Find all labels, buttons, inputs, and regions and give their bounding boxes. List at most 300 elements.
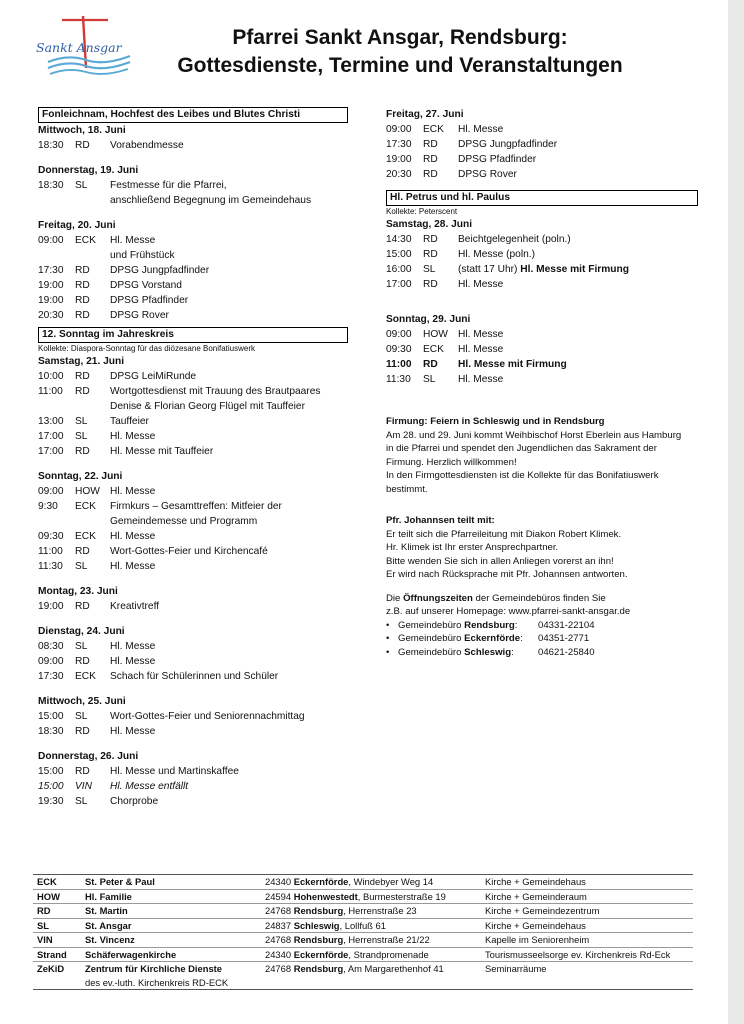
schedule-row: [38, 654, 358, 669]
place-code: VIN: [75, 781, 92, 792]
location-code: Strand: [37, 948, 67, 960]
office-town: Schleswig: [464, 646, 512, 658]
location-name-line: Zentrum für Kirchliche Dienste: [85, 963, 223, 974]
time: 17:00: [38, 431, 64, 442]
location-row: [33, 947, 693, 962]
place-code: RD: [423, 279, 438, 290]
title-line-1: Pfarrei Sankt Ansgar, Rendsburg:: [232, 26, 568, 49]
place-code: ECK: [423, 344, 444, 355]
time: 09:00: [38, 656, 64, 667]
time: 11:00: [386, 359, 412, 370]
day-heading: Donnerstag, 26. Juni: [38, 751, 139, 762]
location-name-line: St. Peter & Paul: [85, 876, 155, 887]
place-code: RD: [75, 371, 90, 382]
day-heading: Freitag, 27. Juni: [386, 109, 464, 120]
location-code: RD: [37, 905, 51, 916]
place-code: RD: [75, 726, 90, 737]
location-code: ZeKiD: [37, 963, 65, 974]
schedule-row: [38, 444, 358, 459]
place-code: RD: [75, 265, 90, 276]
schedule-row: [386, 167, 706, 182]
event-description: Hl. Messe mit Firmung: [458, 359, 567, 370]
office-prefix: Gemeindebüro: [398, 646, 465, 658]
schedule-row: [38, 414, 358, 429]
schedule-row: [38, 193, 358, 208]
event-description: Beichtgelegenheit (poln.): [458, 234, 571, 245]
location-row: [33, 904, 693, 919]
postal-code: 24594: [265, 890, 294, 902]
street: , Am Margarethenhof 41: [343, 963, 444, 974]
office-name: [398, 619, 538, 633]
event-description: Wort-Gottes-Feier und Kirchencafé: [110, 546, 268, 557]
schedule-row: [386, 122, 706, 137]
schedule-row: [38, 724, 358, 739]
place-code: RD: [423, 169, 438, 180]
time: 16:00: [386, 264, 412, 275]
left-column: [38, 107, 358, 809]
street: , Windebyer Weg 14: [348, 876, 434, 887]
schedule-row: [38, 293, 358, 308]
postal-code: 24340: [265, 876, 294, 887]
event-description: Hl. Messe: [458, 279, 504, 290]
time: 18:30: [38, 726, 64, 737]
pfarrer-notice: [386, 514, 706, 582]
location-use: Kirche + Gemeindehaus: [485, 919, 586, 931]
day-block: [386, 312, 706, 387]
location-name-line: Hl. Familie: [85, 890, 132, 902]
postal-code: 24768: [265, 934, 294, 945]
place-code: HOW: [75, 486, 100, 497]
schedule-row: [38, 484, 358, 499]
schedule-row: [386, 327, 706, 342]
place-code: SL: [75, 416, 88, 427]
day-heading: Sonntag, 29. Juni: [386, 314, 471, 325]
time: 19:00: [38, 280, 64, 291]
event-description: Chorprobe: [110, 796, 159, 807]
place-code: ECK: [423, 124, 444, 135]
place-code: SL: [75, 641, 88, 652]
location-row: [33, 933, 693, 948]
location-use: Tourismusseelsorge ev. Kirchenkreis Rd-Eck: [485, 948, 671, 960]
location-name: [85, 875, 265, 890]
section-heading-fronleichnam: Fonleichnam, Hochfest des Leibes und Blutes Christi: [38, 107, 348, 123]
office-phone: 04331-22104: [538, 619, 595, 631]
schedule-row: [386, 342, 706, 357]
place-code: RD: [423, 234, 438, 245]
street: , Herrenstraße 21/22: [343, 934, 430, 945]
event-description: Hl. Messe: [110, 726, 156, 737]
time: 11:00: [38, 546, 63, 557]
schedule-row: [38, 369, 358, 384]
location-code: ECK: [37, 876, 57, 887]
office-town: Eckernförde: [464, 633, 521, 644]
event-description: Hl. Messe: [110, 235, 156, 246]
location-name: [85, 918, 265, 933]
location-use: Kirche + Gemeinderaum: [485, 890, 587, 902]
time: 17:00: [38, 446, 64, 457]
firmung-line: in die Pfarrei und spendet den Jugendlichen das Sakrament der: [386, 443, 657, 454]
pfarrer-line: Er wird nach Rücksprache mit Pfr. Johannsen antworten.: [386, 569, 628, 580]
time: 11:30: [386, 374, 411, 385]
time: 18:30: [38, 180, 64, 191]
time: [38, 399, 75, 414]
office-item: [386, 646, 706, 660]
location-address: [265, 918, 485, 933]
office-phone: 04351-2771: [538, 633, 590, 644]
day-heading: Donnerstag, 19. Juni: [38, 165, 139, 176]
time: 17:30: [386, 139, 412, 150]
place-code: ECK: [75, 671, 96, 682]
bullet: •: [386, 619, 390, 631]
city: Rendsburg: [293, 934, 344, 945]
office-colon: :: [511, 646, 514, 658]
city: Eckernförde: [293, 876, 349, 887]
city: Rendsburg: [293, 905, 344, 916]
event-description: Hl. Messe: [110, 431, 156, 442]
location-use: Kapelle im Seniorenheim: [485, 934, 590, 945]
place-code: SL: [423, 374, 436, 385]
city: Eckernförde: [293, 948, 349, 960]
office-colon: :: [520, 633, 523, 644]
office-hours: [386, 592, 706, 660]
office-prefix: Gemeindebüro: [398, 633, 465, 644]
time: 09:00: [386, 329, 412, 340]
event-description: Hl. Messe: [110, 531, 156, 542]
event-description: DPSG Jungpfadfinder: [110, 265, 210, 276]
time: 09:30: [386, 344, 412, 355]
schedule-row: [38, 233, 358, 248]
event-description: DPSG Pfadfinder: [458, 154, 537, 165]
schedule-row: [386, 372, 706, 387]
location-address: [265, 875, 485, 890]
office-intro-pre: Die: [386, 592, 404, 604]
time: 15:00: [38, 766, 64, 777]
event-description: DPSG LeiMiRunde: [110, 371, 197, 382]
event-description: DPSG Pfadfinder: [110, 295, 189, 306]
place-code: RD: [75, 546, 90, 557]
event-description: Hl. Messe: [110, 486, 156, 497]
firmung-title: Firmung: Feiern in Schleswig und in Rendsburg: [386, 416, 605, 427]
time: 20:30: [386, 169, 412, 180]
location-name: [85, 889, 265, 904]
firmung-line: Am 28. und 29. Juni kommt Weihbischof Horst Eberlein aus Hamburg: [386, 429, 682, 441]
event-description: Hl. Messe entfällt: [110, 781, 189, 792]
event-description: Hl. Messe: [458, 329, 504, 340]
event-description: anschließend Begegnung im Gemeindehaus: [110, 195, 312, 206]
pfarrer-title: Pfr. Johannsen teilt mit:: [386, 515, 495, 526]
day-heading: Samstag, 28. Juni: [386, 219, 473, 230]
firmung-line: In den Firmgottesdiensten ist die Kollekte für das Bonifatiuswerk: [386, 470, 659, 481]
event-description: Hl. Messe: [458, 124, 504, 135]
city: Rendsburg: [293, 963, 344, 974]
time: [38, 193, 75, 208]
place-code: ECK: [75, 235, 96, 246]
event-description: Hl. Messe (poln.): [458, 249, 535, 260]
event-description: Vorabendmesse: [110, 140, 184, 151]
event-description: Wortgottesdienst mit Trauung des Brautpaares: [110, 386, 321, 397]
event-description: Hl. Messe und Martinskaffee: [110, 766, 239, 777]
day-heading: Samstag, 21. Juni: [38, 356, 125, 367]
office-name: [398, 646, 538, 660]
schedule-row: [38, 248, 358, 263]
section-heading-sonntag: 12. Sonntag im Jahreskreis: [38, 327, 348, 343]
location-row: [33, 875, 693, 890]
place-code: RD: [75, 140, 90, 151]
place-code: RD: [75, 446, 90, 457]
schedule-row: [386, 277, 706, 292]
event-description: DPSG Rover: [110, 310, 169, 321]
location-address: [265, 947, 485, 962]
time: 11:00: [38, 386, 63, 397]
place-code: RD: [423, 249, 438, 260]
day-block: [38, 694, 358, 739]
place-code: [75, 248, 110, 263]
event-description: Hl. Messe: [110, 656, 156, 667]
event-description: Hl. Messe: [110, 561, 156, 572]
schedule-row: [386, 152, 706, 167]
homepage-link[interactable]: z.B. auf unserer Homepage: www.pfarrei-sankt-ansgar.de: [386, 606, 631, 617]
place-code: [75, 514, 110, 529]
day-block: [386, 217, 706, 292]
postal-code: 24340: [265, 948, 294, 960]
firmung-line: Firmung. Herzlich willkommen!: [386, 456, 517, 468]
bullet: •: [386, 646, 390, 658]
time: 15:00: [38, 781, 64, 792]
location-row: [33, 962, 693, 990]
location-name: [85, 904, 265, 919]
event-highlight: Hl. Messe mit Firmung: [520, 264, 629, 275]
schedule-row: [38, 499, 358, 514]
day-block: [38, 354, 358, 459]
schedule-row: [38, 308, 358, 323]
place-code: RD: [75, 280, 90, 291]
location-row: [33, 889, 693, 904]
office-item: [386, 619, 706, 633]
event-description: DPSG Jungpfadfinder: [458, 139, 558, 150]
office-intro: [386, 592, 706, 606]
schedule-row: [38, 178, 358, 193]
schedule-row: [386, 357, 706, 372]
location-use: Seminarräume: [485, 963, 547, 974]
time: 11:30: [38, 561, 63, 572]
schedule-row: [38, 669, 358, 684]
office-town: Rendsburg: [464, 619, 515, 631]
place-code: RD: [423, 359, 438, 370]
schedule-row: [386, 262, 706, 277]
location-name-line-2: des ev.-luth. Kirchenkreis RD-ECK: [85, 976, 229, 988]
schedule-row: [38, 514, 358, 529]
firmung-notice: [386, 415, 706, 496]
place-code: RD: [75, 386, 90, 397]
event-description: Hl. Messe mit Tauffeier: [110, 446, 214, 457]
location-name: [85, 933, 265, 948]
section-heading-petrus-paulus: Hl. Petrus und hl. Paulus: [386, 190, 698, 206]
schedule-row: [38, 544, 358, 559]
time: 15:00: [38, 711, 64, 722]
location-name-line: St. Martin: [85, 905, 128, 916]
event-description: Hl. Messe: [458, 344, 504, 355]
time: 19:00: [38, 295, 64, 306]
day-block: [38, 123, 358, 153]
place-code: RD: [75, 601, 90, 612]
pfarrer-line: Er teilt sich die Pfarreileitung mit Diakon Robert Klimek.: [386, 528, 622, 540]
location-use: Kirche + Gemeindehaus: [485, 876, 586, 887]
event-description: DPSG Vorstand: [110, 280, 182, 291]
time: 15:00: [386, 249, 412, 260]
location-address: [265, 962, 485, 990]
street: , Burmesterstraße 19: [357, 890, 446, 902]
time: 10:00: [38, 371, 64, 382]
schedule-row: [38, 429, 358, 444]
place-code: RD: [75, 310, 90, 321]
event-description: Wort-Gottes-Feier und Seniorennachmittag: [110, 711, 305, 722]
day-block: [38, 624, 358, 684]
time: 19:00: [38, 601, 64, 612]
right-column: [386, 107, 706, 659]
pfarrer-line: Hr. Klimek ist Ihr erster Ansprechpartner.: [386, 542, 559, 553]
schedule-row: [38, 794, 358, 809]
place-code: SL: [75, 431, 88, 442]
event-description: Hl. Messe: [110, 641, 156, 652]
logo-text: Sankt Ansgar: [36, 40, 122, 55]
day-block: [38, 749, 358, 809]
time: 14:30: [386, 234, 412, 245]
location-name-line: St. Ansgar: [85, 919, 132, 931]
location-code: VIN: [37, 934, 53, 945]
location-address: [265, 904, 485, 919]
event-description: Hl. Messe: [458, 374, 504, 385]
place-code: SL: [75, 561, 88, 572]
day-heading: Sonntag, 22. Juni: [38, 471, 123, 482]
time: 19:30: [38, 796, 64, 807]
schedule-row: [38, 709, 358, 724]
bullet: •: [386, 633, 390, 644]
office-prefix: Gemeindebüro: [398, 619, 465, 631]
scroll-margin: [728, 0, 744, 1024]
schedule-row: [38, 138, 358, 153]
time: 17:30: [38, 671, 64, 682]
pfarrer-line: Bitte wenden Sie sich in allen Anliegen vorerst an ihn!: [386, 555, 614, 567]
day-block: [386, 107, 706, 182]
event-description: (statt 17 Uhr) Hl. Messe mit Firmung: [458, 264, 629, 275]
time: 17:00: [386, 279, 412, 290]
time: [38, 514, 75, 529]
time: 09:00: [38, 235, 64, 246]
page-title: [140, 24, 660, 80]
place-code: ECK: [75, 531, 96, 542]
kollekte-note: Kollekte: Peterscent: [386, 207, 458, 216]
place-code: SL: [75, 796, 88, 807]
office-intro-bold: Öffnungszeiten: [403, 592, 473, 604]
place-code: SL: [75, 180, 88, 191]
event-description: Firmkurs – Gesamttreffen: Mitfeier der: [110, 501, 282, 512]
place-code: RD: [423, 154, 438, 165]
location-address: [265, 933, 485, 948]
place-code: [75, 399, 110, 414]
location-use: Kirche + Gemeindezentrum: [485, 905, 600, 916]
postal-code: 24837: [265, 919, 294, 931]
time: 18:30: [38, 140, 64, 151]
schedule-row: [38, 764, 358, 779]
locations-table: [33, 874, 693, 990]
time: 17:30: [38, 265, 64, 276]
day-block: [38, 218, 358, 323]
day-heading: Montag, 23. Juni: [38, 586, 118, 597]
office-colon: :: [514, 619, 518, 631]
schedule-row: [38, 779, 358, 794]
day-heading: Dienstag, 24. Juni: [38, 626, 125, 637]
time: 19:00: [386, 154, 412, 165]
location-code: HOW: [37, 890, 60, 902]
day-block: [38, 584, 358, 614]
place-code: SL: [75, 711, 88, 722]
city: Hohenwestedt: [293, 890, 358, 902]
day-heading: Mittwoch, 18. Juni: [38, 125, 126, 136]
day-heading: Mittwoch, 25. Juni: [38, 696, 126, 707]
day-block: [38, 469, 358, 574]
place-code: HOW: [423, 329, 448, 340]
office-phone: 04621-25840: [538, 646, 595, 658]
city: Schleswig: [293, 919, 340, 931]
day-heading: Freitag, 20. Juni: [38, 220, 116, 231]
event-description: und Frühstück: [110, 250, 175, 261]
time: 09:30: [38, 531, 64, 542]
schedule-row: [38, 529, 358, 544]
postal-code: 24768: [265, 963, 294, 974]
schedule-row: [386, 137, 706, 152]
street: , Herrenstraße 23: [343, 905, 417, 916]
time: 09:00: [38, 486, 64, 497]
location-code: SL: [37, 919, 49, 931]
location-row: [33, 918, 693, 933]
time: 13:00: [38, 416, 64, 427]
location-name: [85, 962, 265, 990]
place-code: [75, 193, 110, 208]
kollekte-note: Kollekte: Diaspora-Sonntag für das diözesane Bonifatiuswerk: [38, 344, 256, 353]
office-name: [398, 632, 538, 646]
place-code: RD: [75, 766, 90, 777]
schedule-row: [386, 247, 706, 262]
title-line-2: Gottesdienste, Termine und Veranstaltungen: [177, 54, 623, 77]
place-code: RD: [75, 295, 90, 306]
day-block: [38, 163, 358, 208]
time: 20:30: [38, 310, 64, 321]
schedule-row: [38, 399, 358, 414]
schedule-row: [38, 278, 358, 293]
street: , Strandpromenade: [348, 948, 429, 960]
location-name-line: St. Vincenz: [85, 934, 135, 945]
place-code: RD: [75, 656, 90, 667]
event-description: Kreativtreff: [110, 601, 160, 612]
time: [38, 248, 75, 263]
place-code: SL: [423, 264, 436, 275]
office-intro-post: der Gemeindebüros finden Sie: [472, 592, 606, 604]
time: 09:00: [386, 124, 412, 135]
schedule-row: [38, 599, 358, 614]
event-description: Tauffeier: [110, 416, 149, 427]
office-item: [386, 632, 706, 646]
time: 9:30: [38, 501, 58, 512]
postal-code: 24768: [265, 905, 294, 916]
event-description: Gemeindemesse und Programm: [110, 516, 258, 527]
event-description: DPSG Rover: [458, 169, 517, 180]
location-address: [265, 889, 485, 904]
schedule-row: [38, 263, 358, 278]
schedule-row: [38, 384, 358, 399]
event-description: Schach für Schülerinnen und Schüler: [110, 671, 279, 682]
event-description: Festmesse für die Pfarrei,: [110, 180, 227, 191]
event-description: Denise & Florian Georg Flügel mit Tauffeier: [110, 401, 305, 412]
